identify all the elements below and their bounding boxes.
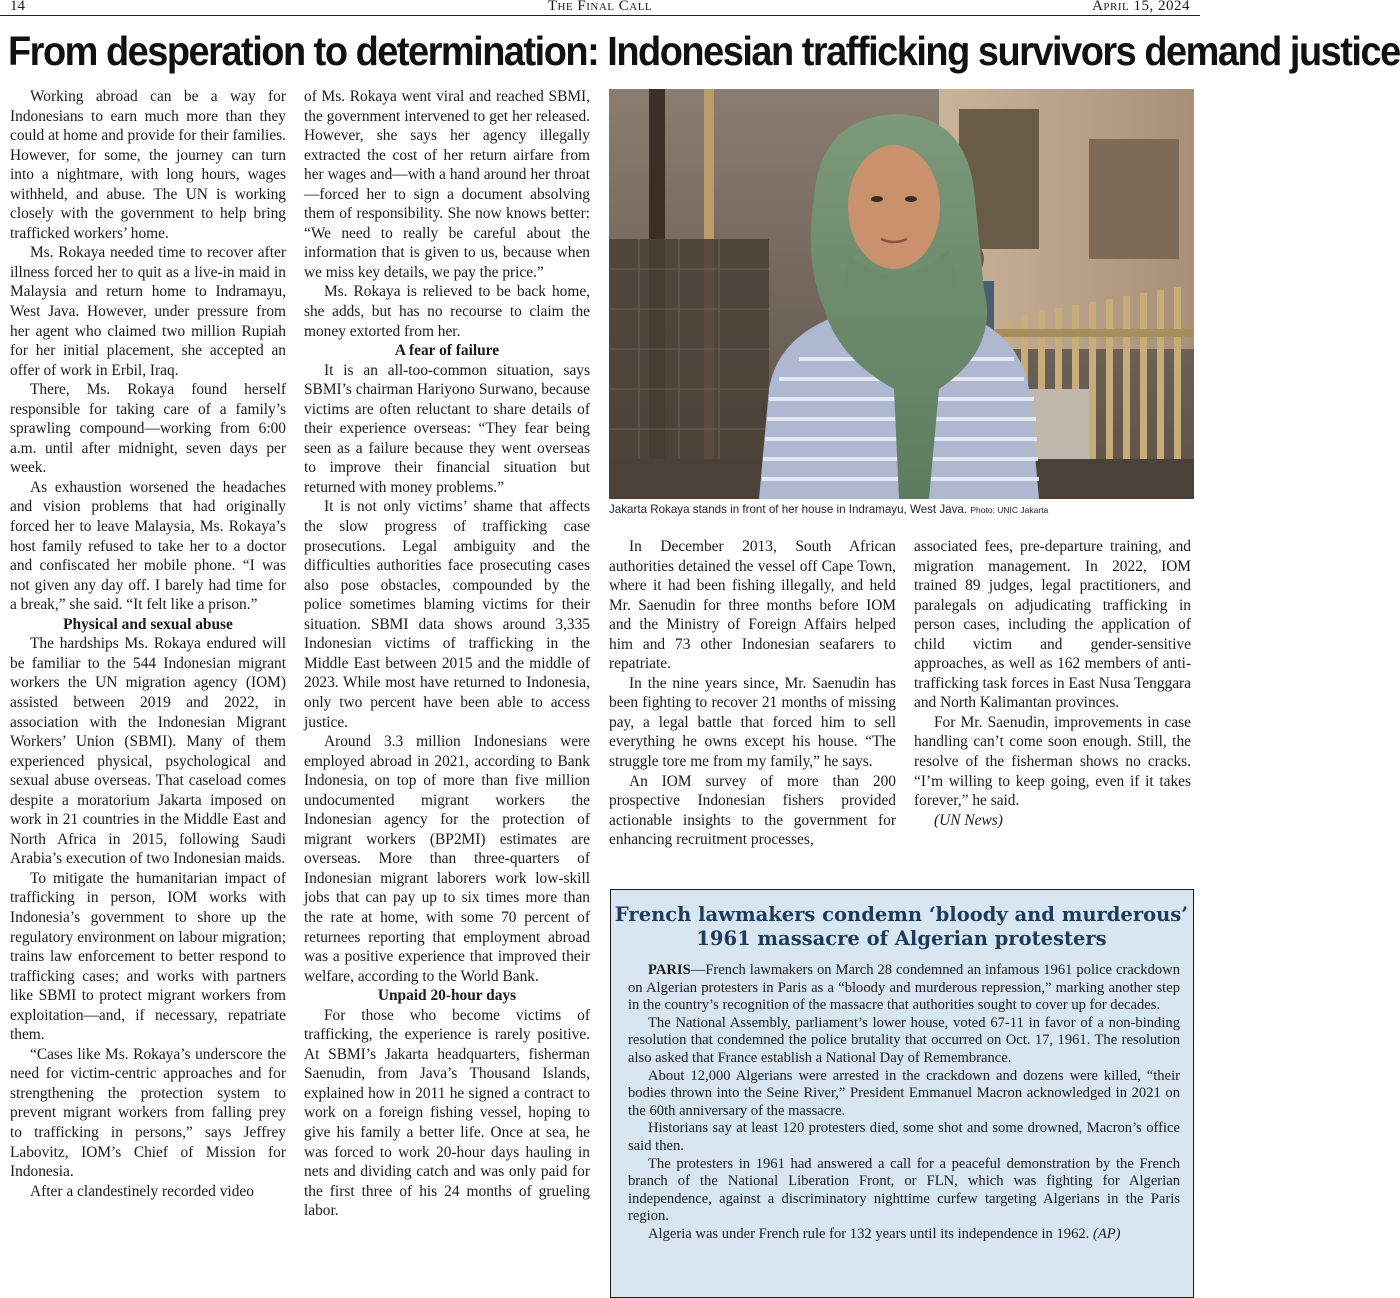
source-credit: (UN News) bbox=[934, 811, 1003, 829]
wire-credit: (AP) bbox=[1092, 1225, 1121, 1242]
page-number: 14 bbox=[10, 0, 25, 14]
article-column-2 bbox=[304, 87, 590, 1221]
paragraph: For Mr. Saenudin, improvements in case handling can’t come soon enough. Still, the resolve of the fisherman shows no cracks. “I’m willing to keep going, even if it takes forever,” he said. bbox=[914, 713, 1191, 810]
paragraph: “Cases like Ms. Rokaya’s underscore the need for victim-centric approaches and for strengthening the protection system to prevent migrant workers from falling prey to trafficking in persons,” says Jeffrey Labovitz, IOM’s Chief of Mission for Indonesia. bbox=[10, 1045, 286, 1181]
caption-text: Jakarta Rokaya stands in front of her house in Indramayu, West Java. bbox=[609, 503, 968, 516]
headline: From desperation to determination: Indonesian trafficking survivors demand justice bbox=[8, 28, 1400, 74]
issue-date: April 15, 2024 bbox=[1092, 0, 1190, 14]
subhead: Physical and sexual abuse bbox=[63, 615, 233, 633]
sidebar-headline: French lawmakers condemn ‘bloody and murderous’ 1961 massacre of Algerian protesters bbox=[614, 903, 1189, 950]
last-text: Algeria was under French rule for 132 years until its independence in 1962. bbox=[648, 1225, 1093, 1242]
folio-bar bbox=[0, 0, 1200, 16]
paragraph: There, Ms. Rokaya found herself responsible for taking care of a family’s sprawling compound—working from 6:00 a.m. until after midnight, seven days per week. bbox=[10, 381, 286, 477]
paragraph: It is an all-too-common situation, says SBMI’s chairman Hariyono Surwano, because victims are often reluctant to share details of their experience overseas: “They fear being seen as a failure because they went overseas to improve their financial situation but returned with money problems.” bbox=[304, 361, 590, 496]
portrait-photo bbox=[609, 89, 1194, 499]
paragraph: The hardships Ms. Rokaya endured will be familiar to the 544 Indonesian migrant workers the UN migration agency (IOM) assisted between 2019 and 2022, in association with the Indonesian Migrant Workers’ Union (SBMI). Many of them experienced physical, psychological and sexual abuse overseas. That caseload comes despite a moratorium Jakarta imposed on work in 21 countries in the Middle East and North Africa in 2015, following Saudi Arabia’s execution of two Indonesian maids. bbox=[10, 635, 286, 868]
sidebar-body bbox=[628, 962, 1180, 1244]
publication-name: The Final Call bbox=[547, 0, 653, 14]
lead-text: —French lawmakers on March 28 condemned an infamous 1961 police crackdown on Algerian protesters in Paris as a “bloody and murderous repression,” marking another step in the country’s recognition of the massacre that authorities sought to cover up for decades. bbox=[628, 962, 1180, 1014]
paragraph: For those who become victims of trafficking, the experience is rarely positive. At SBMI’s Jakarta headquarters, fisherman Saenudin, from Java’s Thousand Islands, explained how in 2011 he signed a contract to work on a foreign fishing vessel, hoping to give his family a better life. Once at sea, he was forced to work 20-hour days hauling in nets and dividing catch and was only paid for the first three of his 24 months of grueling labor. bbox=[304, 1006, 590, 1220]
paragraph: Working abroad can be a way for Indonesians to earn much more than they could at home and provide for their families. However, for some, the journey can turn into a nightmare, with long hours, wages withheld, and abuse. The UN is working closely with the government to help bring trafficked workers’ home. bbox=[10, 88, 286, 242]
paragraph: Historians say at least 120 protesters died, some shot and some drowned, Macron’s office said then. bbox=[628, 1120, 1180, 1154]
article-column-4 bbox=[914, 537, 1191, 830]
paragraph: In the nine years since, Mr. Saenudin has been fighting to recover 21 months of missing pay, a legal battle that forced him to sell everything he owns except his house. “The struggle tore me from my family,” he says. bbox=[609, 674, 896, 771]
subhead: Unpaid 20-hour days bbox=[377, 987, 517, 1005]
dateline: PARIS bbox=[648, 962, 691, 978]
paragraph bbox=[628, 962, 1180, 1015]
subhead: A fear of failure bbox=[394, 342, 500, 360]
photo-illustration bbox=[609, 89, 1194, 499]
paragraph: of Ms. Rokaya went viral and reached SBMI, the government intervened to get her released. However, she says her agency illegally extracted the cost of her return airfare from her wages and—with a hand around her throat—forced her to sign a document absolving them of responsibility. She now knows better: “We need to really be careful about the information that is given to us, because when we miss key details, we pay the price.” bbox=[304, 88, 590, 281]
photo-caption bbox=[609, 503, 1194, 517]
article-column-1 bbox=[10, 87, 286, 1201]
paragraph: In December 2013, South African authorities detained the vessel off Cape Town, where it had been fishing illegally, and held Mr. Saenudin for three months before IOM and the Ministry of Foreign Affairs helped him and 73 other Indonesian seafarers to repatriate. bbox=[609, 538, 896, 673]
paragraph: The National Assembly, parliament’s lower house, voted 67-11 in favor of a non-binding resolution that condemned the police brutality that occurred on Oct. 17, 1961. The resolution also asked that France establish a National Day of Remembrance. bbox=[628, 1014, 1180, 1066]
paragraph: It is not only victims’ shame that affects the slow progress of trafficking case prosecutions. Legal ambiguity and the difficulties authorities face prosecuting cases also pose obstacles, compounded by the police sometimes blaming victims for their situation. SBMI data shows around 3,335 Indonesian victims of trafficking in the Middle East between 2015 and the middle of 2023. While most have returned to Indonesia, only two percent have been able to access justice. bbox=[304, 498, 590, 731]
sidebar-story bbox=[610, 889, 1194, 1298]
paragraph: Ms. Rokaya is relieved to be back home, she adds, but has no recourse to claim the money extorted from her. bbox=[304, 283, 590, 340]
paragraph: After a clandestinely recorded video bbox=[30, 1182, 254, 1200]
paragraph: About 12,000 Algerians were arrested in the crackdown and dozens were killed, “their bodies thrown into the Seine River,” President Emmanuel Macron acknowledged in 2021 on the 60th anniversary of the massacre. bbox=[628, 1067, 1180, 1119]
paragraph: Ms. Rokaya needed time to recover after illness forced her to quit as a live-in maid in Malaysia and return home to Indramayu, West Java. However, under pressure from her agent who claimed two million Rupiah for her initial placement, she accepted an offer of work in Erbil, Iraq. bbox=[10, 244, 286, 379]
paragraph: As exhaustion worsened the headaches and vision problems that had originally forced her to leave Malaysia, Ms. Rokaya’s host family refused to take her to a doctor and confiscated her mobile phone. “I was not given any day off. I barely had time for a break,” she said. “It felt like a prison.” bbox=[10, 478, 286, 614]
paragraph: The protesters in 1961 had answered a call for a peaceful demonstration by the French branch of the National Liberation Front, or FLN, which was fighting for Algerian independence, against a discriminatory nighttime curfew targeting Algerians in the Paris region. bbox=[628, 1155, 1180, 1225]
paragraph: To mitigate the humanitarian impact of trafficking in person, IOM works with Indonesia’s government to shore up the regulatory environment on labour migration; trains law enforcement to better respond to trafficking cases; and works with partners like SBMI to protect migrant workers from exploitation—and, if necessary, repatriate them. bbox=[10, 869, 286, 1044]
paragraph: associated fees, pre-departure training, and migration management. In 2022, IOM trained 89 judges, legal practitioners, and paralegals on adjudicating trafficking in person cases, including the application of child victim and gender-sensitive approaches, as well as 162 members of anti-trafficking task forces in East Nusa Tenggara and North Kalimantan provinces. bbox=[914, 538, 1192, 712]
paragraph: Around 3.3 million Indonesians were employed abroad in 2021, according to Bank Indonesia, on top of more than five million undocumented migrant workers the Indonesian agency for the protection of migrant workers (BP2MI) estimates are overseas. More than three-quarters of Indonesian migrant laborers work low-skill jobs that can pay up to six times more than the rate at home, with some 70 percent of returnees reporting that employment abroad was a positive experience that improved their welfare, according to the World Bank. bbox=[304, 733, 590, 985]
paragraph: An IOM survey of more than 200 prospective Indonesian fishers provided actionable insights to the government for enhancing recruitment processes, bbox=[609, 772, 896, 849]
photo-credit: Photo: UNIC Jakarta bbox=[970, 505, 1049, 515]
article-column-3 bbox=[609, 537, 896, 850]
paragraph bbox=[628, 1226, 1180, 1244]
